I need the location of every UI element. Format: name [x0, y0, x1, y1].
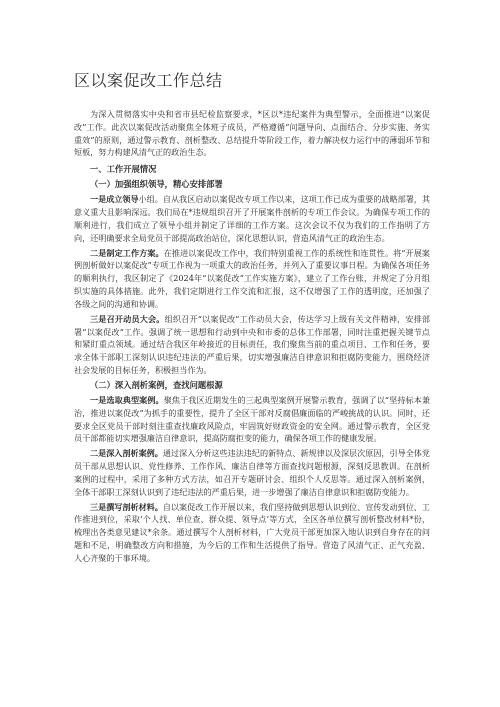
paragraph [74, 394, 430, 445]
document-body [74, 108, 430, 567]
paragraph-lead: 三是撰写剖析材料。 [90, 501, 163, 512]
subsection-heading: （一）加强组织领导，精心安排部署 [90, 179, 223, 190]
paragraph [74, 447, 430, 498]
paragraph-lead: 一是选取典型案例。 [90, 394, 164, 405]
paragraph-text: 组织召开“以案促改”工作动员大会，传达学习上级有关文件精神，安排部署“以案促改”工作。强调了统一思想和行动到中央和市委的总体工作部署，同时注重把握关键节点和紧盯重点领域。通过结合我区年岭接近的目标责任，我们聚焦当前的重点项目、工作和任务，要求全体干部职工深刻认识违纪违法的严重后果，切实增强廉洁自律意识和拒腐防变能力，围绕经济社会发展的目标任务，积极担当作为。 [74, 313, 430, 375]
section-heading: 一、工作开展情况 [90, 164, 157, 175]
paragraph-lead: 一是成立领导 [90, 194, 139, 205]
paragraph [74, 501, 430, 565]
paragraph-text: 自以案促改工作开展以来，我们坚持做到思想认识到位、宣传发动到位、工作推进到位，采取‘个人找、单位查、群众提、领导点’等方式，全区各单位撰写剖析整改材料*份，梳理出各类意见建议*余条。通过撰写个人剖析材料，广大党员干部更加深入地认识到自身存在的问题和不足，明确整改方向和措施，为今后的工作和生活提供了指导。营造了风清气正、正气充盈、人心齐聚的干事环境。 [74, 501, 430, 563]
paragraph-text: 通过深入分析这些违法违纪的新特点、新规律以及深层次原因，引导全体党员干部从思想认识、党性修养、工作作风、廉洁自律等方面查找问题根源，深刻反思教训。在剖析案例的过程中，采用了多种方式方法，如召开专题研讨会、组织个人反思等。通过深入剖析案例，全体干部职工深刻认识到了违纪违法的严重后果，进一步增强了廉洁自律意识和拒腐防变能力。 [74, 448, 430, 497]
subsection-heading: （二）深入剖析案例，查找问题根源 [90, 379, 223, 390]
intro-paragraph: 为深入贯彻落实中央和省市县纪检监察要求，*区以*违纪案件为典型警示，全面推进“以案促改”工作。此次以案促改活动聚焦全体班子成员，严格遵循“问题导向、点面结合、分步实施、务实重效”的原则，通过警示教育、剖析整改、总结提升等阶段工作，着力解决权力运行中的薄弱环节和短板，努力构建风清气正的政治生态。 [74, 109, 430, 158]
paragraph-lead: 二是制定工作方案。 [90, 247, 164, 258]
paragraph-text: 在推进以案促改工作中，我们特别重视工作的系统性和连贯性。将“开展案例剖析做好以案促改”专项工作视为一项重大的政治任务，并列入了重要议事日程。为确保各项任务的顺利执行，我区制定了《2024年“以案促改”工作实施方案》，建立了工作台账，并规定了分月组织实施的具体措施。此外，我们定期进行工作交流和汇报，这不仅增强了工作的透明度，还加强了各级之间的沟通和协调。 [74, 247, 430, 309]
paragraph [74, 313, 430, 377]
paragraph-text: 聚焦于我区近期发生的三起典型案例开展警示教育，强调了以“坚持标本兼治，推进以案促改”为抓手的重要性，提升了全区干部对反腐倡廉面临的严峻挑战的认识。同时，还要求全区党员干部时刻注重查找廉政风险点，牢固筑好财政资金的安全网。通过警示教育，全区党员干部都能切实增强廉洁自律意识，提高防腐拒变的能力，确保各项工作的健康发展。 [74, 394, 430, 444]
document-title: 区以案促改工作总结 [74, 71, 223, 90]
paragraph [74, 193, 430, 244]
paragraph [74, 247, 430, 311]
paragraph-text: 小组。自从我区启动以案促改专项工作以来，这项工作已成为重要的战略部署，其意义重大且影响深远。我们局在*违规组织召开了开展案件剖析的专项工作会议。为确保专项工作的顺利进行，我们成立了领导小组并制定了详细的工作方案。这次会议不仅为我们的工作指明了方向，还明确要求全局党员干部提高政治站位，深化思想认识，营造风清气正的政治生态。 [74, 194, 430, 243]
paragraph-lead: 二是深入剖析案例。 [90, 448, 163, 459]
paragraph-lead: 三是召开动员大会。 [90, 313, 165, 324]
